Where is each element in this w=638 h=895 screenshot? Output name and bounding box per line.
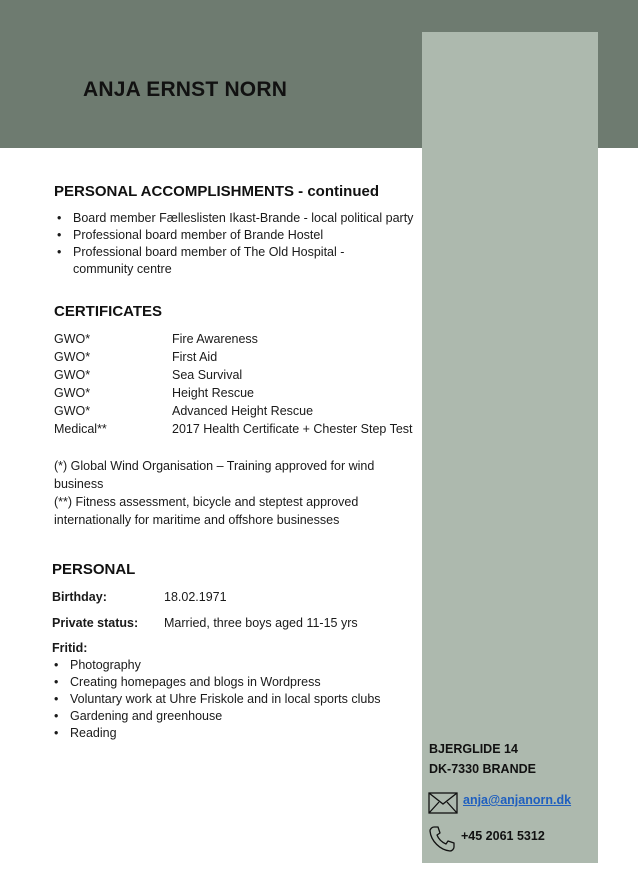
address-line-2: DK-7330 BRANDE [429, 762, 536, 776]
certificate-title: First Aid [172, 350, 218, 364]
person-name: ANJA ERNST NORN [83, 78, 288, 101]
list-item: • Board member Fælleslisten Ikast-Brande - local political party [54, 210, 414, 227]
list-item: • Professional board member of The Old Hospital - community centre [54, 244, 403, 278]
phone-number: +45 2061 5312 [461, 829, 545, 843]
certificate-code: GWO* [54, 332, 91, 346]
certificate-code: GWO* [54, 386, 91, 400]
list-item: • Gardening and greenhouse [51, 708, 411, 725]
personal-heading: PERSONAL [52, 561, 136, 578]
birthday-label: Birthday: [52, 590, 107, 604]
list-item: • Creating homepages and blogs in Wordpress [51, 674, 411, 691]
certificate-title: Sea Survival [172, 368, 243, 382]
status-label: Private status: [52, 616, 139, 630]
list-item: • Professional board member of Brande Hostel [54, 227, 414, 244]
side-panel [422, 32, 598, 863]
email-link[interactable]: anja@anjanorn.dk [463, 793, 572, 807]
list-item: • Voluntary work at Uhre Friskole and in local sports clubs [51, 691, 411, 708]
phone-icon [428, 825, 456, 853]
certificate-code: Medical** [54, 422, 107, 436]
certificate-note-gwo: (*) Global Wind Organisation – Training approved for wind business [54, 459, 375, 491]
certificate-code: GWO* [54, 368, 91, 382]
accomplishments-heading: PERSONAL ACCOMPLISHMENTS - continued [54, 183, 380, 200]
envelope-icon [428, 792, 458, 814]
certificate-code: GWO* [54, 350, 91, 364]
fritid-list [51, 657, 411, 742]
fritid-label: Fritid: [52, 641, 88, 655]
certificate-title: Advanced Height Rescue [172, 404, 314, 418]
birthday-value: 18.02.1971 [164, 590, 227, 604]
certificate-code: GWO* [54, 404, 91, 418]
accomplishments-list [54, 210, 414, 278]
status-value: Married, three boys aged 11-15 yrs [164, 616, 358, 630]
list-item: • Photography [51, 657, 411, 674]
certificates-heading: CERTIFICATES [54, 303, 163, 320]
list-item: • Reading [51, 725, 411, 742]
certificate-title: Fire Awareness [172, 332, 258, 346]
certificate-note-medical: (**) Fitness assessment, bicycle and steptest approved internationally for maritime and offshore businesses [54, 495, 359, 527]
address-line-1: BJERGLIDE 14 [429, 742, 518, 756]
certificate-title: Height Rescue [172, 386, 254, 400]
certificate-title: 2017 Health Certificate + Chester Step Test [172, 422, 413, 436]
